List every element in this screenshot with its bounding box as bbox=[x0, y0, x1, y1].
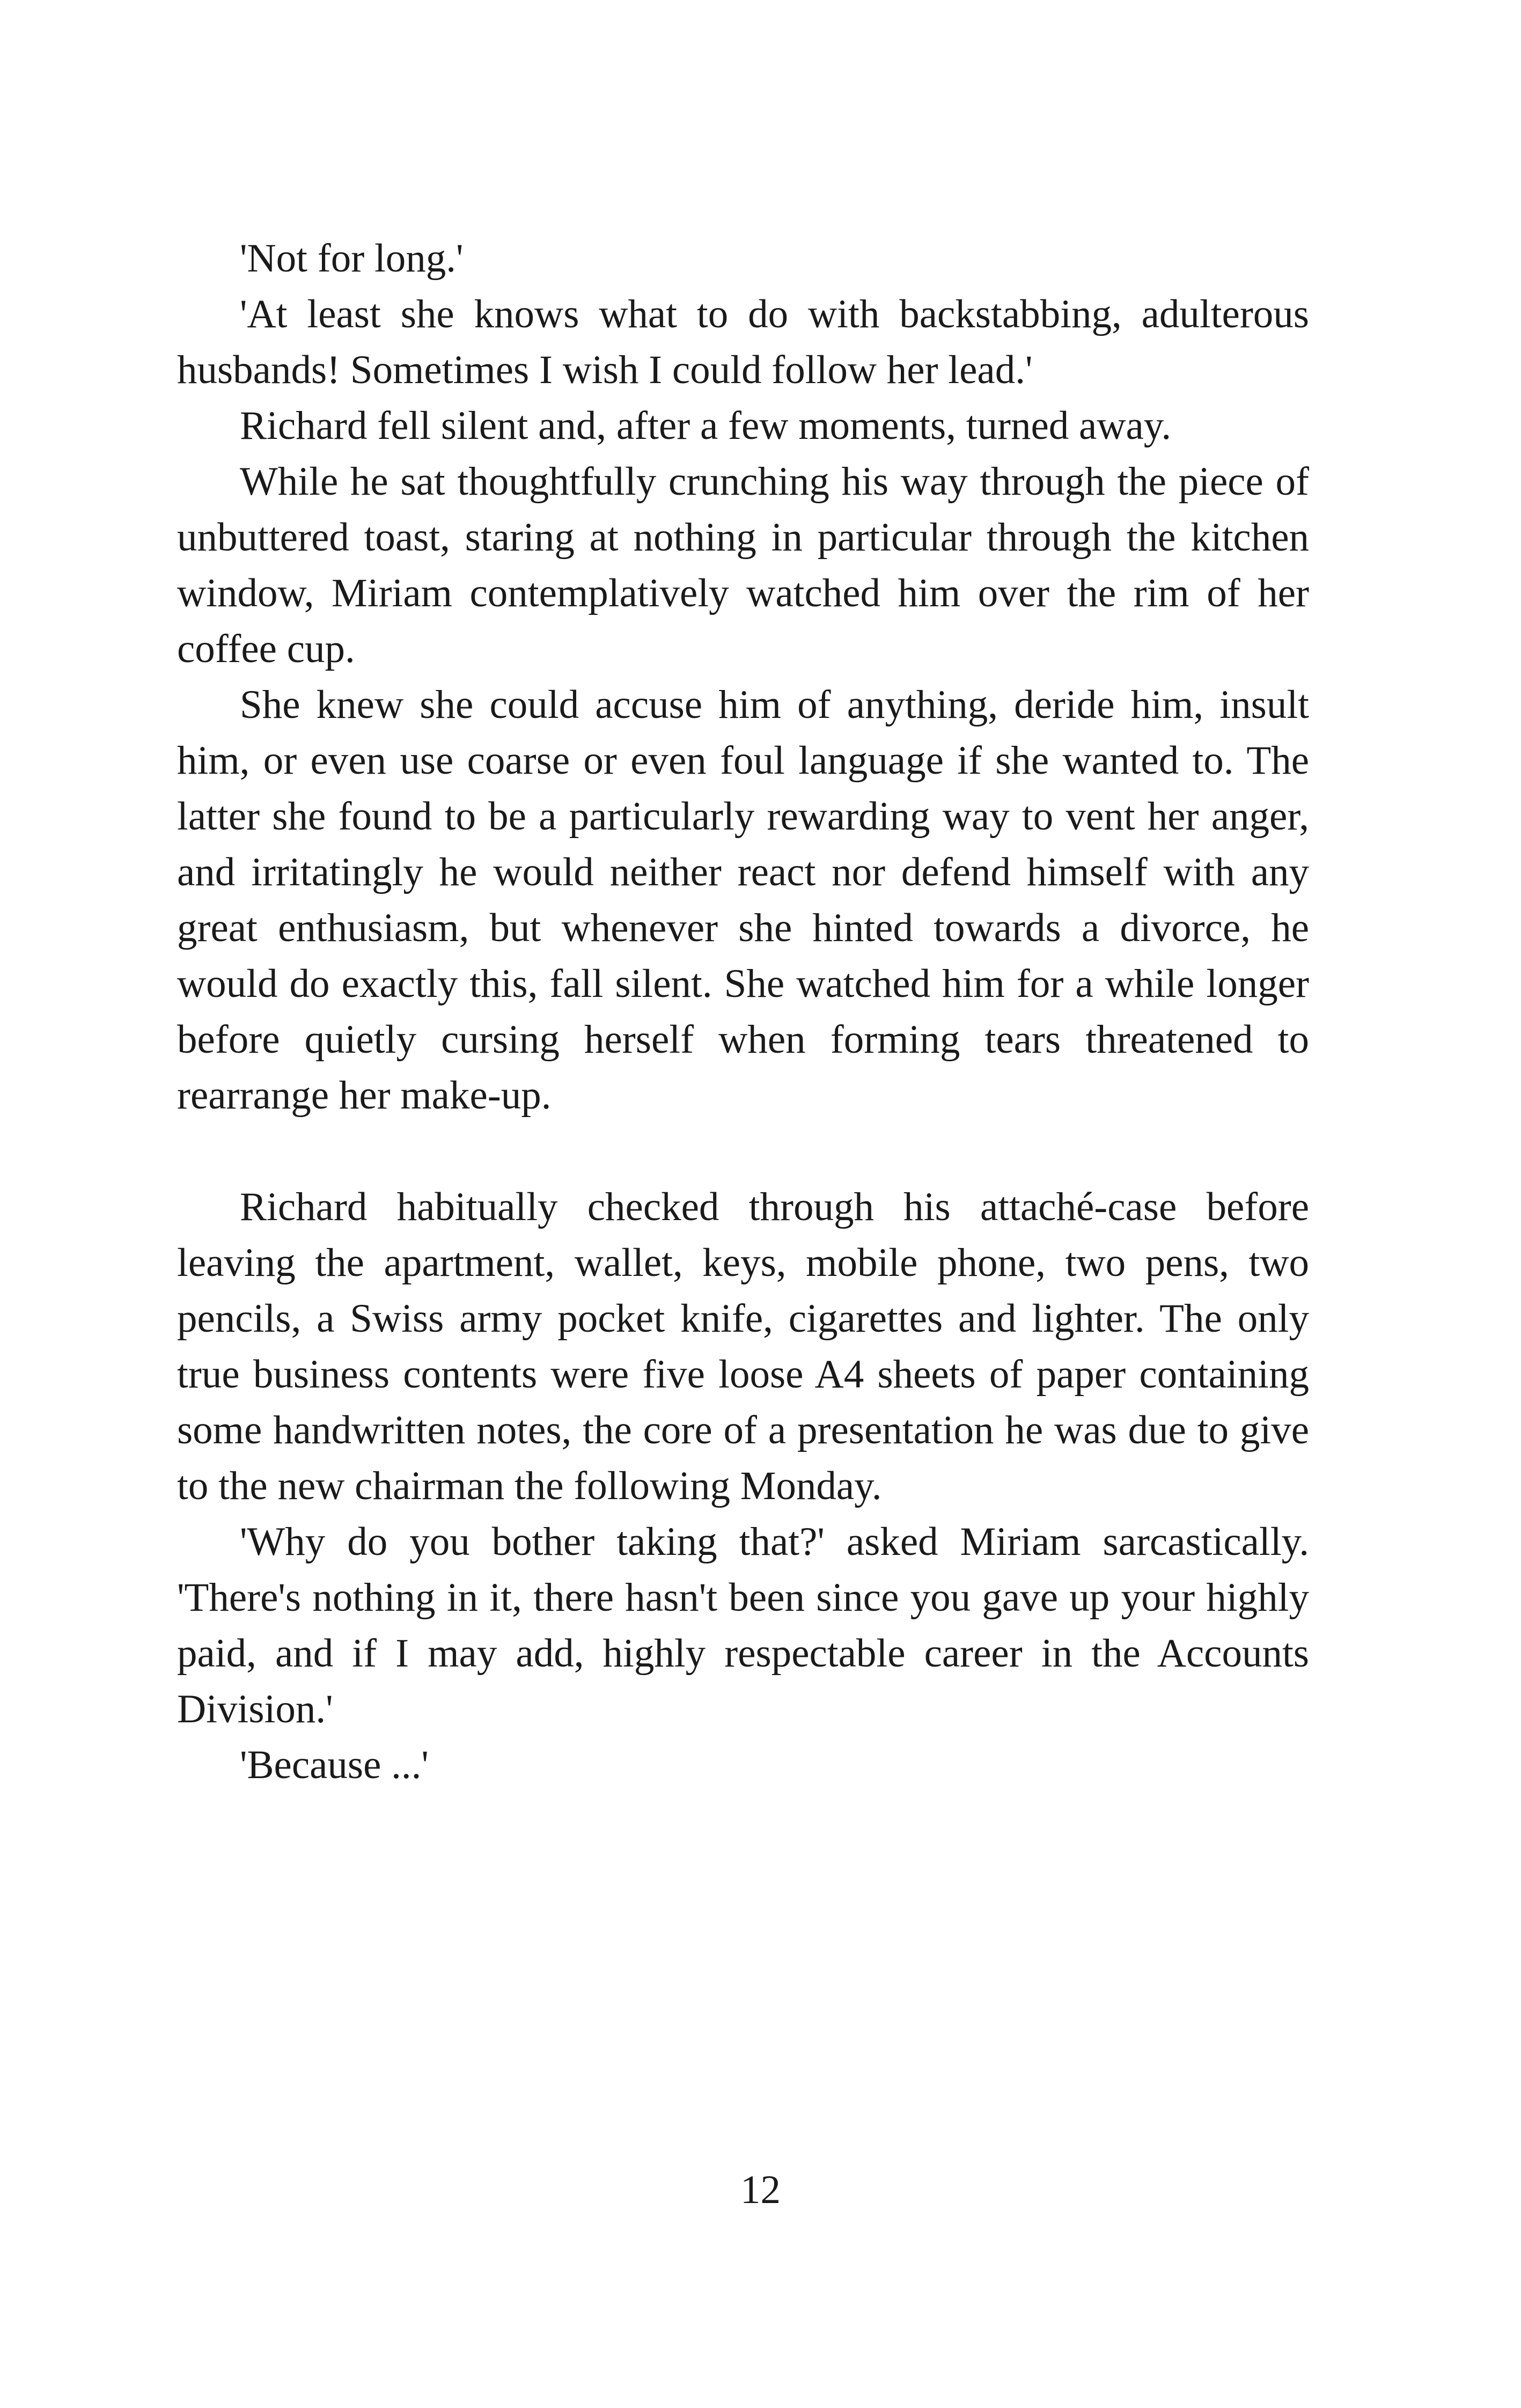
scene-break bbox=[177, 1124, 1309, 1179]
paragraph: Richard habitually checked through his attaché-case before leaving the apartment, wallet, keys, mobile phone, two pens, two pencils, a Swiss army pocket knife, cigarettes and lighter. The only true business contents were five loose A4 sheets of paper containing some handwritten notes, the core of a presentation he was due to give to the new chairman the following Monday. bbox=[177, 1185, 1309, 1508]
paragraph: While he sat thoughtfully crunching his way through the piece of unbuttered toast, staring at nothing in particular through the kitchen window, Miriam contemplatively watched him over the rim of her coffee cup. bbox=[177, 459, 1309, 671]
body-text bbox=[177, 231, 1309, 1793]
paragraph: 'Why do you bother taking that?' asked Miriam sarcastically. 'There's nothing in it, there hasn't been since you gave up your highly paid, and if I may add, highly respectable career in the Accounts Division.' bbox=[177, 1519, 1309, 1731]
paragraph: 'Not for long.' bbox=[240, 236, 464, 281]
paragraph: 'At least she knows what to do with backstabbing, adulterous husbands! Sometimes I wish I could follow her lead.' bbox=[177, 292, 1309, 392]
page-number: 12 bbox=[740, 2168, 781, 2212]
paragraph: She knew she could accuse him of anything, deride him, insult him, or even use coarse or even foul language if she wanted to. The latter she found to be a particularly rewarding way to vent her anger, and irritatingly he would neither react nor defend himself with any great enthusiasm, but whenever she hinted towards a divorce, he would do exactly this, fall silent. She watched him for a while longer before quietly cursing herself when forming tears threatened to rearrange her make-up. bbox=[177, 682, 1309, 1118]
paragraph: Richard fell silent and, after a few moments, turned away. bbox=[240, 403, 1172, 448]
paragraph: 'Because ...' bbox=[240, 1743, 429, 1787]
